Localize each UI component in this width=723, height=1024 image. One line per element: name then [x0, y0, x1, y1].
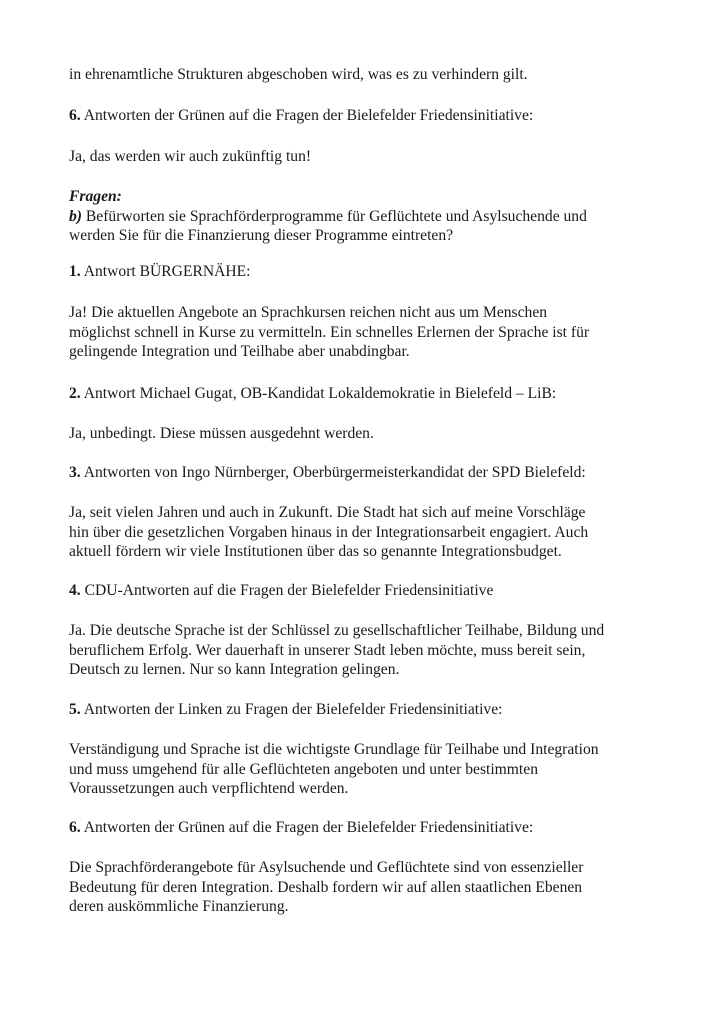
answer-2-header — [69, 384, 669, 404]
answer-4-header-text: CDU-Antworten auf die Fragen der Bielefelder Friedensinitiative — [80, 582, 494, 599]
answer-1-number: 1. — [69, 263, 81, 280]
prev-answer-header — [69, 106, 669, 126]
answer-2-number: 2. — [69, 385, 81, 402]
question-line-2: werden Sie für die Finanzierung dieser Programme eintreten? — [69, 227, 454, 244]
answer-3-body — [69, 503, 669, 562]
answer-1-header-text: Antwort BÜRGERNÄHE: — [80, 263, 251, 280]
answer-4-line: beruflichem Erfolg. Wer dauerhaft in unserer Stadt leben möchte, muss bereit sein, — [69, 641, 586, 659]
answer-1-line: möglichst schnell in Kurse zu vermitteln. Ein schnelles Erlernen der Sprache ist für — [69, 323, 590, 341]
prev-answer-number: 6. — [69, 107, 81, 124]
answer-2-header-text: Antwort Michael Gugat, OB-Kandidat Lokaldemokratie in Bielefeld – LiB: — [80, 385, 557, 402]
answer-1-body — [69, 303, 669, 362]
intro-line: in ehrenamtliche Strukturen abgeschoben wird, was es zu verhindern gilt. — [69, 66, 528, 83]
question-heading: Fragen: — [69, 188, 122, 205]
answer-6-body — [69, 858, 669, 917]
answer-3-number: 3. — [69, 464, 81, 481]
answer-5-line: Verständigung und Sprache ist die wichtigste Grundlage für Teilhabe und Integration — [69, 741, 599, 758]
answer-5-header — [69, 700, 669, 720]
answer-3-line: aktuell fördern wir viele Institutionen über das so genannte Integrationsbudget. — [69, 543, 562, 560]
answer-3-header-text: Antworten von Ingo Nürnberger, Oberbürgermeisterkandidat der SPD Bielefeld: — [80, 464, 586, 481]
answer-4-line: Ja. Die deutsche Sprache ist der Schlüssel zu gesellschaftlicher Teilhabe, Bildung und — [69, 622, 605, 639]
answer-4-body — [69, 621, 669, 680]
answer-6-number: 6. — [69, 819, 81, 836]
answer-1-header — [69, 262, 669, 282]
answer-6-header — [69, 818, 669, 838]
answer-1-line: Ja! Die aktuellen Angebote an Sprachkursen reichen nicht aus um Menschen — [69, 304, 548, 321]
answer-3-line: hin über die gesetzlichen Vorgaben hinaus in der Integrationsarbeit engagiert. Auch — [69, 523, 589, 541]
answer-5-line: Voraussetzungen auch verpflichtend werden. — [69, 780, 349, 797]
answer-2-body — [69, 424, 669, 444]
question-line-1 — [69, 207, 669, 227]
answer-4-header — [69, 581, 669, 601]
answer-3-line: Ja, seit vielen Jahren und auch in Zukunft. Die Stadt hat sich auf meine Vorschläge — [69, 504, 586, 521]
answer-1-line: gelingende Integration und Teilhabe aber unabdingbar. — [69, 343, 410, 360]
question-letter: b) — [69, 207, 82, 225]
answer-5-body — [69, 740, 669, 799]
answer-5-header-text: Antworten der Linken zu Fragen der Bielefelder Friedensinitiative: — [80, 701, 503, 718]
answer-4-line: Deutsch zu lernen. Nur so kann Integration gelingen. — [69, 661, 400, 678]
question-line-1-text: Befürworten sie Sprachförderprogramme für Geflüchtete und Asylsuchende und — [82, 207, 587, 225]
answer-6-line: deren auskömmliche Finanzierung. — [69, 898, 289, 915]
answer-5-line: und muss umgehend für alle Geflüchteten angeboten und unter bestimmten — [69, 760, 538, 778]
prev-answer-text: Ja, das werden wir auch zukünftig tun! — [69, 148, 312, 165]
answer-5-number: 5. — [69, 701, 81, 718]
answer-6-line: Bedeutung für deren Integration. Deshalb fordern wir auf allen staatlichen Ebenen — [69, 878, 583, 896]
answer-2-line: Ja, unbedingt. Diese müssen ausgedehnt werden. — [69, 425, 374, 442]
answer-4-number: 4. — [69, 582, 81, 599]
prev-answer-header-text: Antworten der Grünen auf die Fragen der Bielefelder Friedensinitiative: — [80, 107, 534, 124]
answer-6-header-text: Antworten der Grünen auf die Fragen der Bielefelder Friedensinitiative: — [80, 819, 534, 836]
question-block — [69, 187, 669, 246]
answer-6-line: Die Sprachförderangebote für Asylsuchende und Geflüchtete sind von essenzieller — [69, 859, 584, 876]
answer-3-header — [69, 463, 669, 483]
